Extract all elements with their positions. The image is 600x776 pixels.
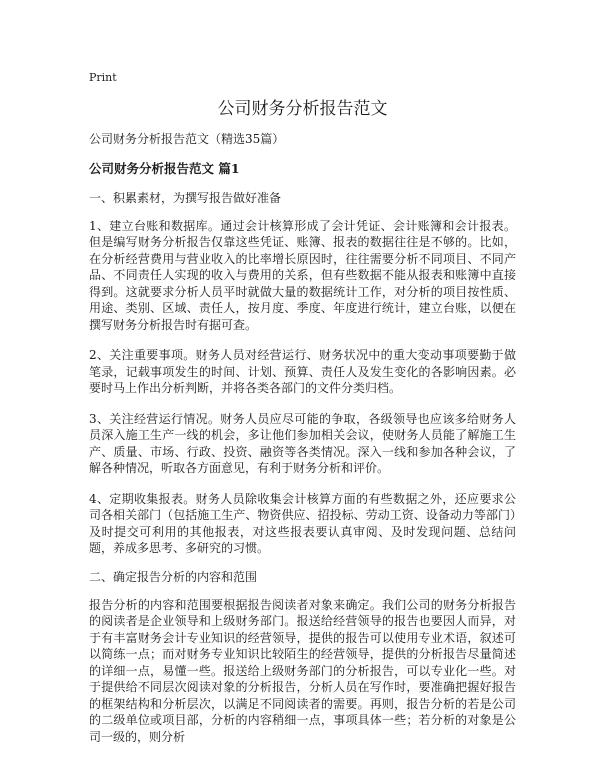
paragraph-4: 4、定期收集报表。财务人员除收集会计核算方面的有些数据之外，还应要求公司各相关部门（包括施工生产、物资供应、招投标、劳动工资、设备动力等部门）及时提交可利用的其他报表，对这些报表要认真审阅、及时发现问题、总结问题，养成多思考、多研究的习惯。: [89, 491, 516, 555]
heading-1: 一、积累素材，为撰写报告做好准备: [89, 190, 282, 205]
page-title: 公司财务分析报告范文: [217, 99, 388, 119]
paragraph-1: 1、建立台账和数据库。通过会计核算形成了会计凭证、会计账簿和会计报表。但是编写财务分析报告仅靠这些凭证、账簿、报表的数据往往是不够的。比如，在分析经营费用与营业收入的比率增长原因时，往往需要分析不同项目、不同产品、不同责任人实现的收入与费用的关系，但有些数据不能从报表和账簿中直接得到。这就要求分析人员平时就做大量的数据统计工作，对分析的项目按性质、用途、类别、区域、责任人，按月度、季度、年度进行统计，建立台账，以便在撰写财务分析报告时有据可查。: [89, 218, 516, 332]
heading-2: 二、确定报告分析的内容和范围: [89, 569, 258, 584]
paragraph-3: 3、关注经营运行情况。财务人员应尽可能的争取，各级领导也应该多给财务人员深入施工生产一线的机会，多让他们参加相关会议，使财务人员能了解施工生产、质量、市场、行政、投资、融资等各类情况。深入一线和参加各种会议，了解各种情况，听取各方面意见，有利于财务分析和评价。: [89, 411, 516, 475]
subtitle: 公司财务分析报告范文（精选35篇）: [89, 132, 285, 146]
paragraph-2: 2、关注重要事项。财务人员对经营运行、财务状况中的重大变动事项要勤于做笔录，记载事项发生的时间、计划、预算、责任人及发生变化的各影响因素。必要时马上作出分析判断，并将各类各部门的文件分类归档。: [89, 348, 516, 395]
paragraph-5: 报告分析的内容和范围要根据报告阅读者对象来确定。我们公司的财务分析报告的阅读者是企业领导和上级财务部门。报送给经营领导的报告也要因人而异，对于有丰富财务会计专业知识的经营领导，提供的报告可以使用专业术语，叙述可以简练一点；而对财务专业知识比较陌生的经营领导，提供的分析报告尽量简述的详细一点，易懂一些。报送给上级财务部门的分析报告，可以专业化一些。对于提供给不同层次阅读对象的分析报告，分析人员在写作时，要准确把握好报告的框架结构和分析层次，以满足不同阅读者的需要。再则，报告分析的若是公司的二级单位或项目部，分析的内容稍细一点，事项具体一些；若分析的对象是公司一级的，则分析: [89, 597, 516, 744]
print-link[interactable]: Print: [89, 71, 117, 84]
section-title: 公司财务分析报告范文 篇1: [89, 161, 240, 176]
